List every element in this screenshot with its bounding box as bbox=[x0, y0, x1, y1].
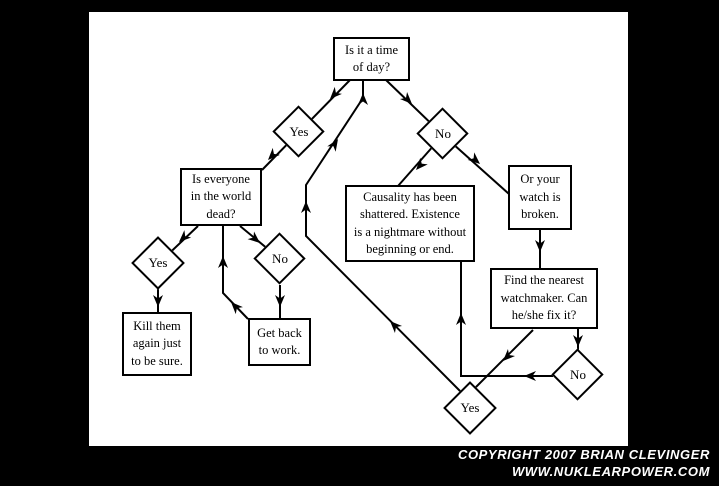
node-text-line: of day? bbox=[352, 60, 391, 74]
node-text-line: in the world bbox=[190, 189, 252, 204]
node-get-back-to-work bbox=[248, 318, 311, 366]
arrowhead bbox=[468, 152, 484, 167]
decision-label: Yes bbox=[289, 124, 309, 139]
node-text-line: dead? bbox=[206, 206, 236, 221]
node-text-line: is a nightmare without bbox=[353, 224, 467, 239]
node-find-watchmaker bbox=[490, 268, 598, 329]
node-text-line: Is it a time bbox=[344, 42, 399, 57]
arrowhead bbox=[264, 148, 280, 164]
copyright-line: COPYRIGHT 2007 BRIAN CLEVINGER bbox=[457, 447, 710, 462]
node-text-line: watch is bbox=[519, 189, 561, 204]
node-watch-is-broken bbox=[508, 165, 572, 230]
node-text-line: Is everyone bbox=[192, 171, 250, 186]
node-text-line: again just bbox=[132, 336, 182, 351]
website-line: WWW.NUKLEARPOWER.COM bbox=[511, 464, 710, 479]
arrowhead bbox=[358, 93, 368, 105]
node-kill-them-again bbox=[122, 312, 192, 376]
node-text-line: Causality has been bbox=[363, 189, 457, 204]
decision-label: Yes bbox=[460, 400, 480, 415]
node-text-line: Find the nearest bbox=[504, 273, 584, 288]
arrowhead bbox=[176, 230, 192, 245]
decision-label: No bbox=[272, 251, 288, 266]
decision-label: Yes bbox=[148, 255, 168, 270]
node-text-line: Get back bbox=[257, 325, 302, 340]
node-text-line: beginning or end. bbox=[366, 242, 454, 256]
node-text-line: Kill them bbox=[133, 318, 181, 333]
edge-watchmaker-yes bbox=[471, 330, 533, 392]
decision-label: No bbox=[435, 126, 451, 141]
node-text-line: he/she fix it? bbox=[511, 308, 577, 323]
arrowhead bbox=[412, 158, 427, 174]
node-is-it-a-time-of-day bbox=[333, 37, 410, 81]
node-causality-shattered bbox=[345, 185, 475, 262]
node-text-line: shattered. Existence bbox=[360, 207, 460, 221]
node-is-everyone-dead bbox=[180, 168, 262, 226]
copyright-credit bbox=[458, 446, 710, 480]
node-text-line: Or your bbox=[520, 172, 560, 187]
node-text-line: to work. bbox=[258, 343, 301, 357]
node-text-line: broken. bbox=[521, 207, 559, 222]
decision-label: No bbox=[570, 367, 586, 382]
node-text-line: watchmaker. Can bbox=[500, 290, 588, 305]
node-text-line: to be sure. bbox=[131, 353, 183, 368]
